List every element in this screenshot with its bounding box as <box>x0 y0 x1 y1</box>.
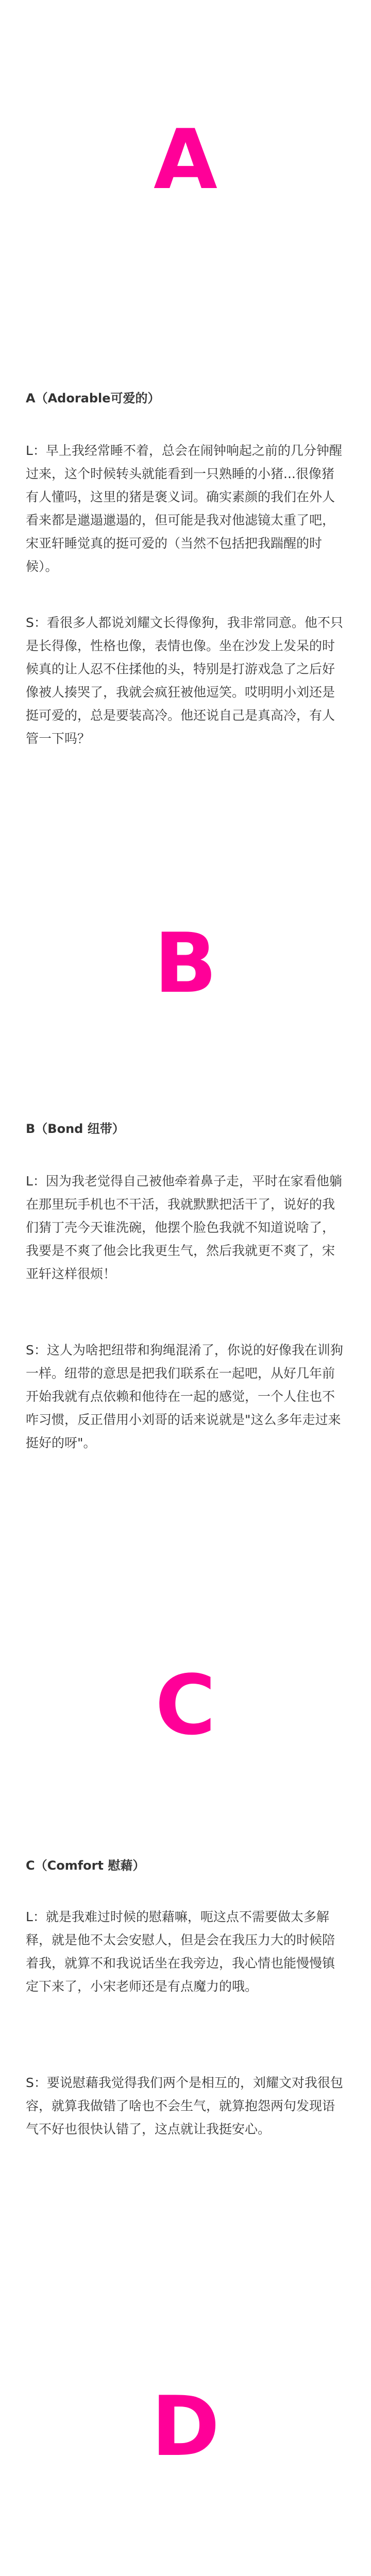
section-heading-b: B（Bond 纽带） <box>26 1122 125 1136</box>
section-heading-c: C（Comfort 慰藉） <box>26 1858 145 1873</box>
section-letter-b: B <box>154 915 217 1011</box>
paragraph-c-2: S：要说慰藉我觉得我们两个是相互的，刘耀文对我很包容，就算我做错了啥也不会生气，就算抱怨两句发现语气不好也很快认错了，这点就让我挺安心。 <box>26 2075 343 2137</box>
paragraph-b-1: L：因为我老觉得自己被他牵着鼻子走，平时在家看他躺在那里玩手机也不干活，我就默默把活干了，说好的我们猜丁壳今天谁洗碗，他摆个脸色我就不知道说啥了，我要是不爽了他会比我更生气，然后我就更不爽了，宋亚轩这样很烦！ <box>26 1174 342 1281</box>
section-heading-a: A（Adorable可爱的） <box>26 391 160 405</box>
section-letter-d: D <box>151 2378 220 2475</box>
section-letter-c: C <box>155 1657 216 1753</box>
paragraph-a-1: L：早上我经常睡不着，总会在闹钟响起之前的几分钟醒过来，这个时候转头就能看到一只熟睡的小猪...很像猪有人懂吗，这里的猪是褒义词。确实素颜的我们在外人看来都是邋遢邋遢的，但可能是我对他滤镜太重了吧，宋亚轩睡觉真的挺可爱的（当然不包括把我踹醒的时候）。 <box>26 443 342 574</box>
paragraph-b-2: S：这人为啥把纽带和狗绳混淆了，你说的好像我在训狗一样。纽带的意思是把我们联系在一起吧，从好几年前开始我就有点依赖和他待在一起的感觉，一个人住也不咋习惯，反正借用小刘哥的话来说就是"这么多年走过来挺好的呀"。 <box>26 1343 343 1450</box>
section-letter-a: A <box>154 111 217 208</box>
paragraph-c-1: L：就是我难过时候的慰藉嘛，呃这点不需要做太多解释，就是他不太会安慰人，但是会在我压力大的时候陪着我，就算不和我说话坐在我旁边，我心情也能慢慢镇定下来了，小宋老师还是有点魔力的哦。 <box>26 1909 335 1994</box>
paragraph-a-2: S：看很多人都说刘耀文长得像狗，我非常同意。他不只是长得像，性格也像，表情也像。坐在沙发上发呆的时候真的让人忍不住揉他的头，特别是打游戏急了之后好像被人揍哭了，我就会疯狂被他逗笑。哎明明小刘还是挺可爱的，总是要装高冷。他还说自己是真高冷，有人管一下吗？ <box>26 615 343 746</box>
